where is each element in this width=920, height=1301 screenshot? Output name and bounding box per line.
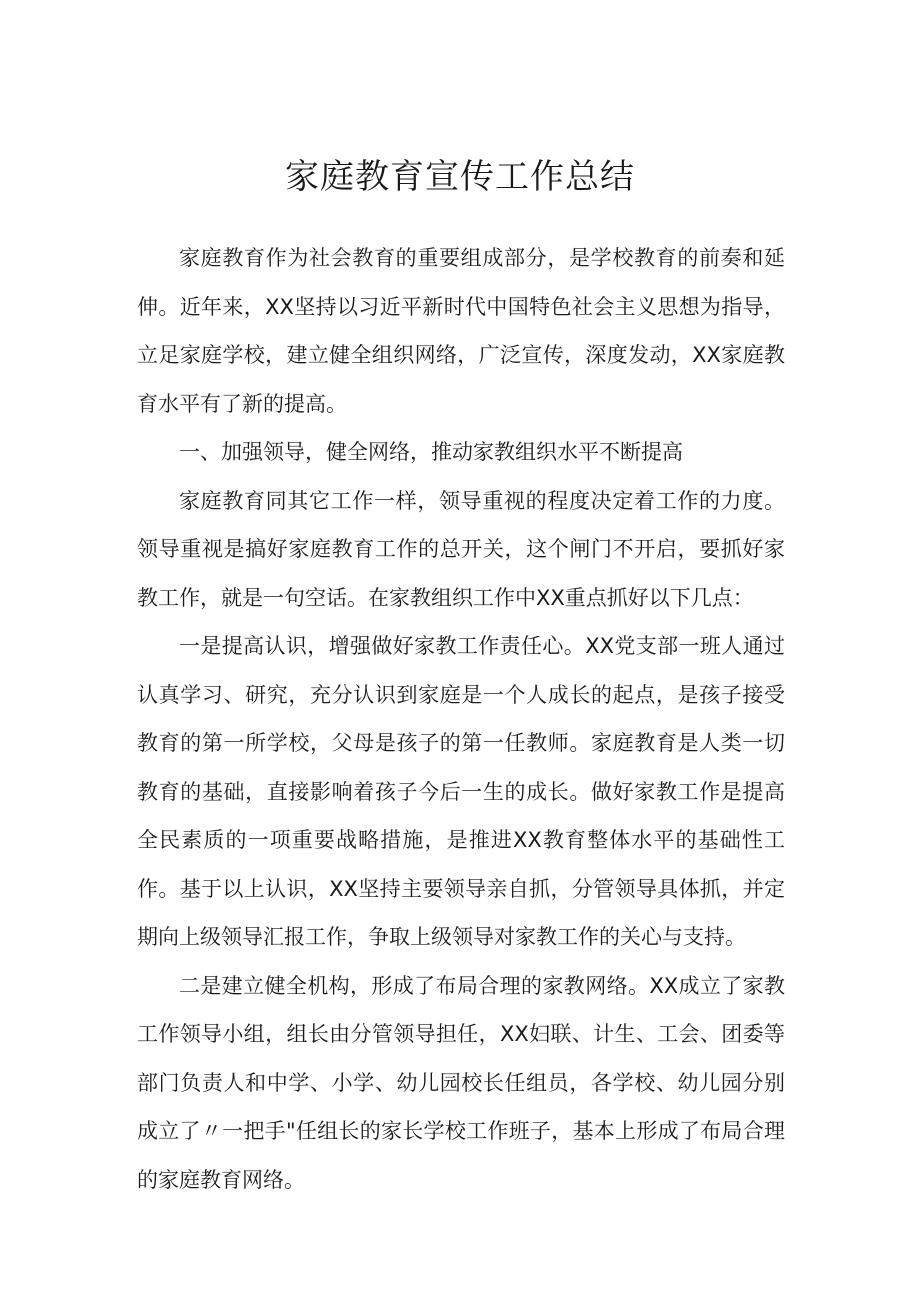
paragraph-intro: 家庭教育作为社会教育的重要组成部分，是学校教育的前奏和延伸。近年来，XX坚持以习近平新时代中国特色社会主义思想为指导，立足家庭学校，建立健全组织网络，广泛宣传，深度发动，XX家庭教育水平有了新的提高。 — [137, 246, 785, 416]
section-heading-1: 一、加强领导，健全网络，推动家教组织水平不断提高 — [179, 440, 683, 464]
paragraph-point-1: 一是提高认识，增强做好家教工作责任心。XX党支部一班人通过认真学习、研究，充分认识到家庭是一个人成长的起点，是孩子接受教育的第一所学校，父母是孩子的第一任教师。家庭教育是人类一切教育的基础，直接影响着孩子今后一生的成长。做好家教工作是提高全民素质的一项重要战略措施，是推进XX教育整体水平的基础性工作。基于以上认识，XX坚持主要领导亲自抓，分管领导具体抓，并定期向上级领导汇报工作，争取上级领导对家教工作的关心与支持。 — [137, 634, 785, 949]
paragraph-leadership: 家庭教育同其它工作一样，领导重视的程度决定着工作的力度。领导重视是搞好家庭教育工作的总开关，这个闸门不开启，要抓好家教工作，就是一句空话。在家教组织工作中XX重点抓好以下几点： — [137, 488, 785, 610]
document-body — [137, 234, 785, 1204]
document-title: 家庭教育宣传工作总结 — [285, 156, 635, 197]
paragraph-point-2: 二是建立健全机构，形成了布局合理的家教网络。XX成立了家教工作领导小组，组长由分管领导担任，XX妇联、计生、工会、团委等部门负责人和中学、小学、幼儿园校长任组员，各学校、幼儿园分别成立了〃一把手"任组长的家长学校工作班子，基本上形成了布局合理的家庭教育网络。 — [137, 973, 785, 1192]
